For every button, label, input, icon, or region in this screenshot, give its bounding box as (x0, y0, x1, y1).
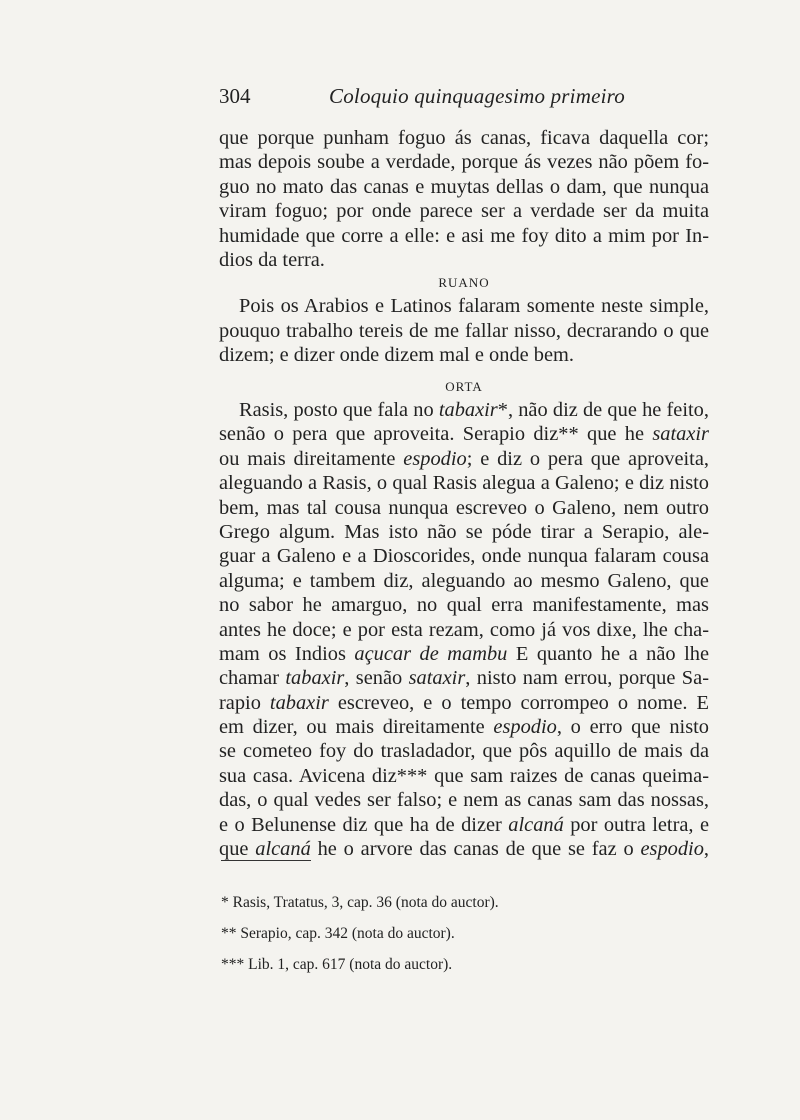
text-line: guar a Galeno e a Dioscorides, onde nunqua falaram cousa (219, 545, 709, 568)
text-line: rapio tabaxir escreveo, e o tempo corrompeo o nome. E (219, 691, 709, 714)
text-line: que alcaná he o arvore das canas de que se faz o espodio, (219, 838, 709, 861)
text-line: alguma; e tambem diz, aleguando ao mesmo Galeno, que (219, 569, 709, 592)
speaker-label: RUANO (438, 275, 490, 291)
text-line: das, o qual vedes ser falso; e nem as canas sam das nossas, (219, 789, 709, 812)
page-number: 304 (219, 84, 251, 108)
text-line: senão o pera que aproveita. Serapio diz** que he sataxir (219, 423, 709, 446)
text-line: Rasis, posto que fala no tabaxir*, não diz de que he feito, (239, 399, 709, 421)
text-line: e o Belunense diz que ha de dizer alcaná por outra letra, e (219, 813, 709, 836)
text-line: pouquo trabalho tereis de me fallar nisso, decrarando o que (219, 319, 709, 342)
text-line: viram foguo; por onde parece ser a verdade ser da muita (219, 200, 709, 223)
text-line: se cometeo foy do trasladador, que pôs aquillo de mais da (219, 740, 709, 763)
text-line: bem, mas tal cousa nunqua escreveo o Galeno, nem outro (219, 496, 709, 519)
text-line: ou mais direitamente espodio; e diz o pera que aproveita, (219, 447, 709, 470)
text-line: humidade que corre a elle: e asi me foy dito a mim por In- (219, 224, 709, 247)
text-line: mas depois soube a verdade, porque ás vezes não põem fo- (219, 151, 709, 174)
footnote: ** Serapio, cap. 342 (nota do auctor). (221, 925, 455, 942)
footnote: * Rasis, Tratatus, 3, cap. 36 (nota do auctor). (221, 894, 499, 911)
footnotes (221, 892, 701, 985)
text-line: sua casa. Avicena diz*** que sam raizes de canas queima- (219, 764, 709, 787)
text-line: guo no mato das canas e muytas dellas o dam, que nunqua (219, 175, 709, 198)
paragraph-1 (219, 126, 709, 368)
text-line: dizem; e dizer onde dizem mal e onde bem. (219, 344, 574, 367)
text-line: chamar tabaxir, senão sataxir, nisto nam errou, porque Sa- (219, 667, 709, 690)
text-line: aleguando a Rasis, o qual Rasis alegua a Galeno; e diz nisto (219, 472, 709, 495)
text-line: em dizer, ou mais direitamente espodio, o erro que nisto (219, 716, 709, 739)
running-head (219, 84, 709, 112)
text-line: Grego algum. Mas isto não se póde tirar a Serapio, ale- (219, 520, 709, 543)
speaker-label: ORTA (445, 379, 483, 394)
footnote-rule (221, 860, 311, 861)
text-line: antes he doce; e por esta rezam, como já vos dixe, lhe cha- (219, 618, 709, 641)
footnote: *** Lib. 1, cap. 617 (nota do auctor). (221, 956, 453, 973)
text-line: Pois os Arabios e Latinos falaram somente neste simple, (239, 295, 709, 318)
paragraph-3 (219, 376, 709, 861)
text-line: no sabor he amarguo, no qual erra manifestamente, mas (219, 594, 709, 617)
running-title: Coloquio quinquagesimo primeiro (329, 84, 625, 108)
text-line: mam os Indios açucar de mambu E quanto he a não lhe (219, 642, 710, 665)
text-line: dios da terra. (219, 248, 325, 271)
text-line: que porque punham foguo ás canas, ficava daquella cor; (219, 127, 709, 149)
